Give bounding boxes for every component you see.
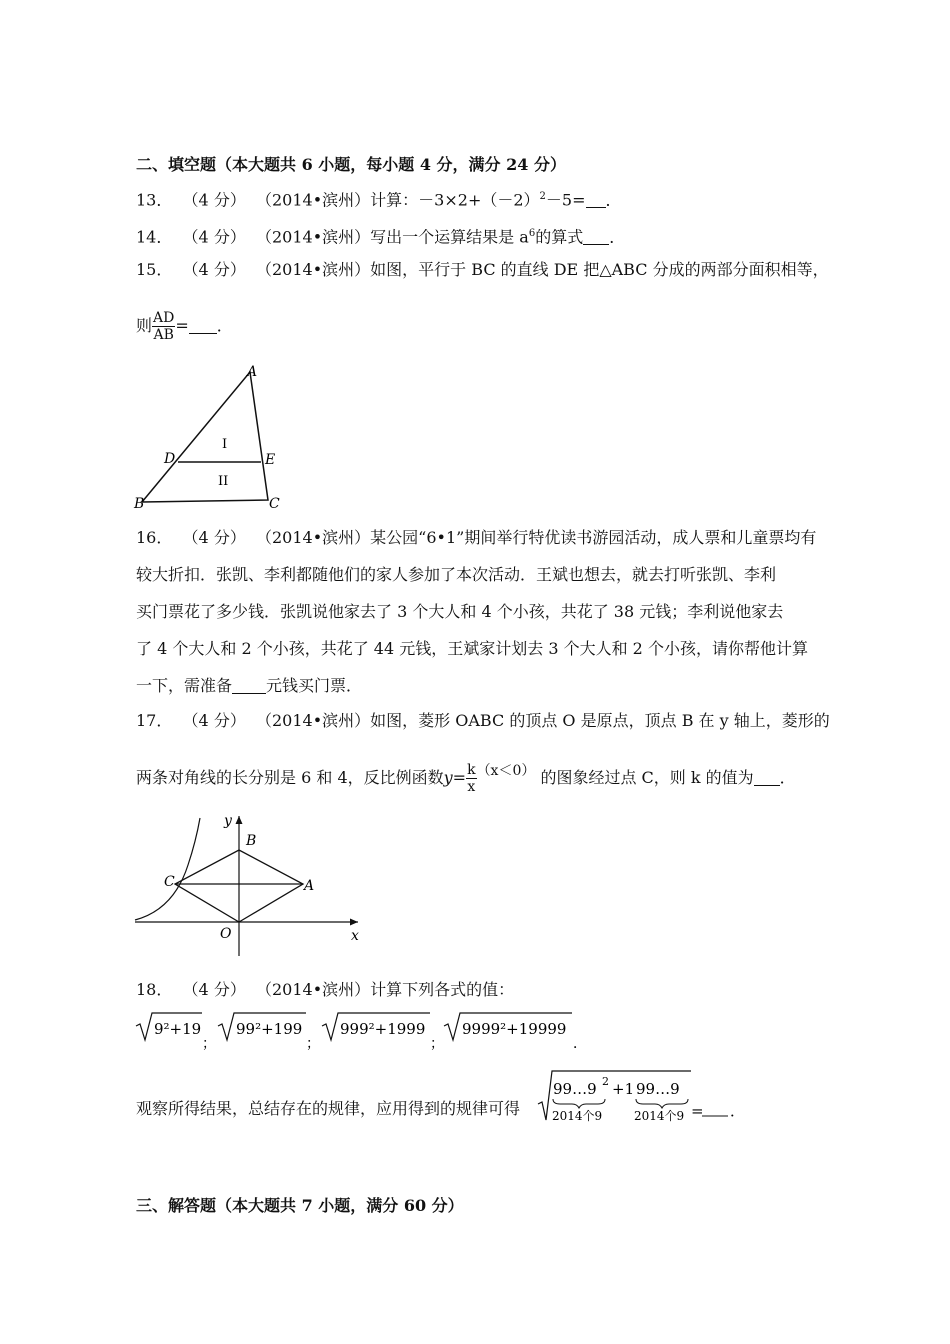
label-a: A <box>304 878 315 894</box>
big-end: ． <box>730 1102 746 1120</box>
q14-answer-blank[interactable] <box>583 228 609 245</box>
q14-text-b: 的算式 <box>535 227 584 247</box>
q17-frac-den: x <box>467 779 476 795</box>
separator-2: ； <box>306 1036 320 1052</box>
q15-frac-num: AD <box>153 310 175 326</box>
q17-condition: （x＜0） <box>476 763 536 779</box>
q15-answer-blank[interactable] <box>189 317 217 334</box>
q16-score: （4 分） <box>182 528 246 547</box>
y-axis-arrow <box>236 816 243 824</box>
label-region-1: I <box>222 437 228 452</box>
triangle-abc <box>142 372 268 502</box>
q15-score: （4 分） <box>182 260 246 279</box>
sqrt-expression-1 <box>136 1013 202 1040</box>
question-18 <box>136 979 514 1001</box>
q14-exponent: 6 <box>528 228 536 239</box>
q17-answer-blank[interactable] <box>754 769 780 786</box>
q16-line5b: 元钱买门票． <box>266 676 363 695</box>
q15-fraction <box>152 310 175 343</box>
label-a: A <box>247 364 258 380</box>
q13-text: 计算：－3×2+（－2） <box>370 190 540 210</box>
label-x: x <box>351 928 359 944</box>
question-15 <box>136 259 829 281</box>
separator-3: ； <box>430 1036 444 1052</box>
q14-score: （4 分） <box>182 227 246 247</box>
q17-frac-num: k <box>467 762 476 778</box>
q16-answer-blank[interactable] <box>232 677 266 694</box>
q16-number: 16． <box>136 528 173 547</box>
q16-line2: 较大折扣．张凯、李利都随他们的家人参加了本次活动．王斌也想去，就去打听张凯、李利 <box>136 565 777 584</box>
question-16 <box>136 527 816 549</box>
question-17 <box>136 710 830 732</box>
hyperbola-curve <box>135 818 200 920</box>
expr-2-text: 99²+199 <box>236 1020 303 1038</box>
expr-4-text: 9999²+19999 <box>462 1020 567 1038</box>
q18-score: （4 分） <box>182 980 246 999</box>
q15-number: 15． <box>136 260 173 279</box>
sqrt-expression-3 <box>322 1013 430 1040</box>
q17-line2a: 两条对角线的长分别是 6 和 4，反比例函数 <box>136 768 444 787</box>
q13-score: （4 分） <box>182 190 246 210</box>
q17-line2b: 的图象经过点 C，则 k 的值为 <box>540 768 754 787</box>
q13-answer-blank[interactable] <box>586 191 606 208</box>
label-c: C <box>269 496 280 512</box>
big-b-text: 99…9 <box>636 1080 680 1098</box>
q16-line3: 买门票花了多少钱．张凯说他家去了 3 个大人和 4 个小孩，共花了 38 元钱；李利说他家去 <box>136 602 784 621</box>
q18-expression-list <box>132 1008 592 1053</box>
q17-y-eq: y= <box>443 768 467 787</box>
q15-frac-den: AB <box>153 327 174 343</box>
q16-line4: 了 4 个大人和 2 个小孩，共花了 44 元钱，王斌家计划去 3 个大人和 2 个小孩，请你帮他计算 <box>136 639 808 658</box>
x-axis-arrow <box>350 919 358 926</box>
expr-1-text: 9²+19 <box>154 1020 202 1038</box>
q17-end: ． <box>779 768 796 787</box>
q18-text: 计算下列各式的值： <box>370 980 515 999</box>
underbrace-1 <box>553 1099 605 1108</box>
label-o: O <box>220 926 232 942</box>
label-e: E <box>265 452 276 468</box>
q13-source: （2014•滨州） <box>256 190 371 210</box>
underbrace-2 <box>636 1099 688 1108</box>
question-13 <box>136 186 622 211</box>
section-3-title: 三、解答题（本大题共 7 小题，满分 60 分） <box>136 1196 464 1215</box>
label-d: D <box>164 451 176 467</box>
question-14 <box>136 223 625 248</box>
q15-triangle-figure <box>130 362 290 514</box>
big-exponent: 2 <box>602 1075 609 1088</box>
label-b: B <box>246 833 257 849</box>
q13-end: ． <box>605 190 622 210</box>
q13-exponent: 2 <box>539 191 546 202</box>
underbrace-1-label: 2014个9 <box>552 1109 603 1123</box>
q17-rhombus-figure <box>130 810 370 960</box>
q14-end: ． <box>609 227 626 247</box>
underbrace-2-label: 2014个9 <box>634 1109 685 1123</box>
q15-line1: 如图，平行于 BC 的直线 DE 把△ABC 分成的两部分面积相等， <box>370 260 829 279</box>
label-region-2: II <box>218 474 229 489</box>
separator-1: ； <box>202 1036 216 1052</box>
q16-line5 <box>136 675 362 697</box>
q16-line5a: 一下，需准备 <box>136 676 233 695</box>
q17-line1: 如图，菱形 OABC 的顶点 O 是原点，顶点 B 在 y 轴上，菱形的 <box>370 711 830 730</box>
q13-tail: －5= <box>545 190 586 210</box>
label-y: y <box>224 813 232 829</box>
section-2-title: 二、填空题（本大题共 6 小题，每小题 4 分，满分 24 分） <box>136 155 566 174</box>
label-c: C <box>164 874 175 890</box>
q17-line2 <box>136 760 796 795</box>
q16-source: （2014•滨州） <box>256 528 371 547</box>
q13-number: 13． <box>136 190 173 210</box>
q17-number: 17． <box>136 711 173 730</box>
q17-source: （2014•滨州） <box>256 711 371 730</box>
q15-prefix: 则 <box>136 316 153 335</box>
q15-line2 <box>136 310 233 343</box>
q18-number: 18． <box>136 980 173 999</box>
q17-score: （4 分） <box>182 711 246 730</box>
q17-fraction <box>466 762 476 795</box>
q15-source: （2014•滨州） <box>256 260 371 279</box>
q16-line1: 某公园“6•1”期间举行特优读书游园活动，成人票和儿童票均有 <box>370 528 817 547</box>
expr-3-text: 999²+1999 <box>340 1020 426 1038</box>
big-a-text: 99…9 <box>553 1080 597 1098</box>
q18-source: （2014•滨州） <box>256 980 371 999</box>
sqrt-expression-2 <box>218 1013 306 1040</box>
q14-number: 14． <box>136 227 173 247</box>
q18-expr-end: ． <box>573 1036 587 1052</box>
q14-source: （2014•滨州） <box>256 227 371 247</box>
sqrt-expression-4 <box>444 1013 572 1040</box>
big-equals: = <box>691 1102 704 1120</box>
label-b: B <box>134 496 145 512</box>
q15-end: ． <box>216 316 233 335</box>
q18-line3: 观察所得结果，总结存在的规律，应用得到的规律可得 <box>136 1099 521 1118</box>
big-plus-one: +1 <box>612 1080 635 1098</box>
q15-eq: = <box>175 316 189 335</box>
q18-general-expression <box>536 1066 746 1126</box>
q14-text-a: 写出一个运算结果是 a <box>370 227 529 247</box>
